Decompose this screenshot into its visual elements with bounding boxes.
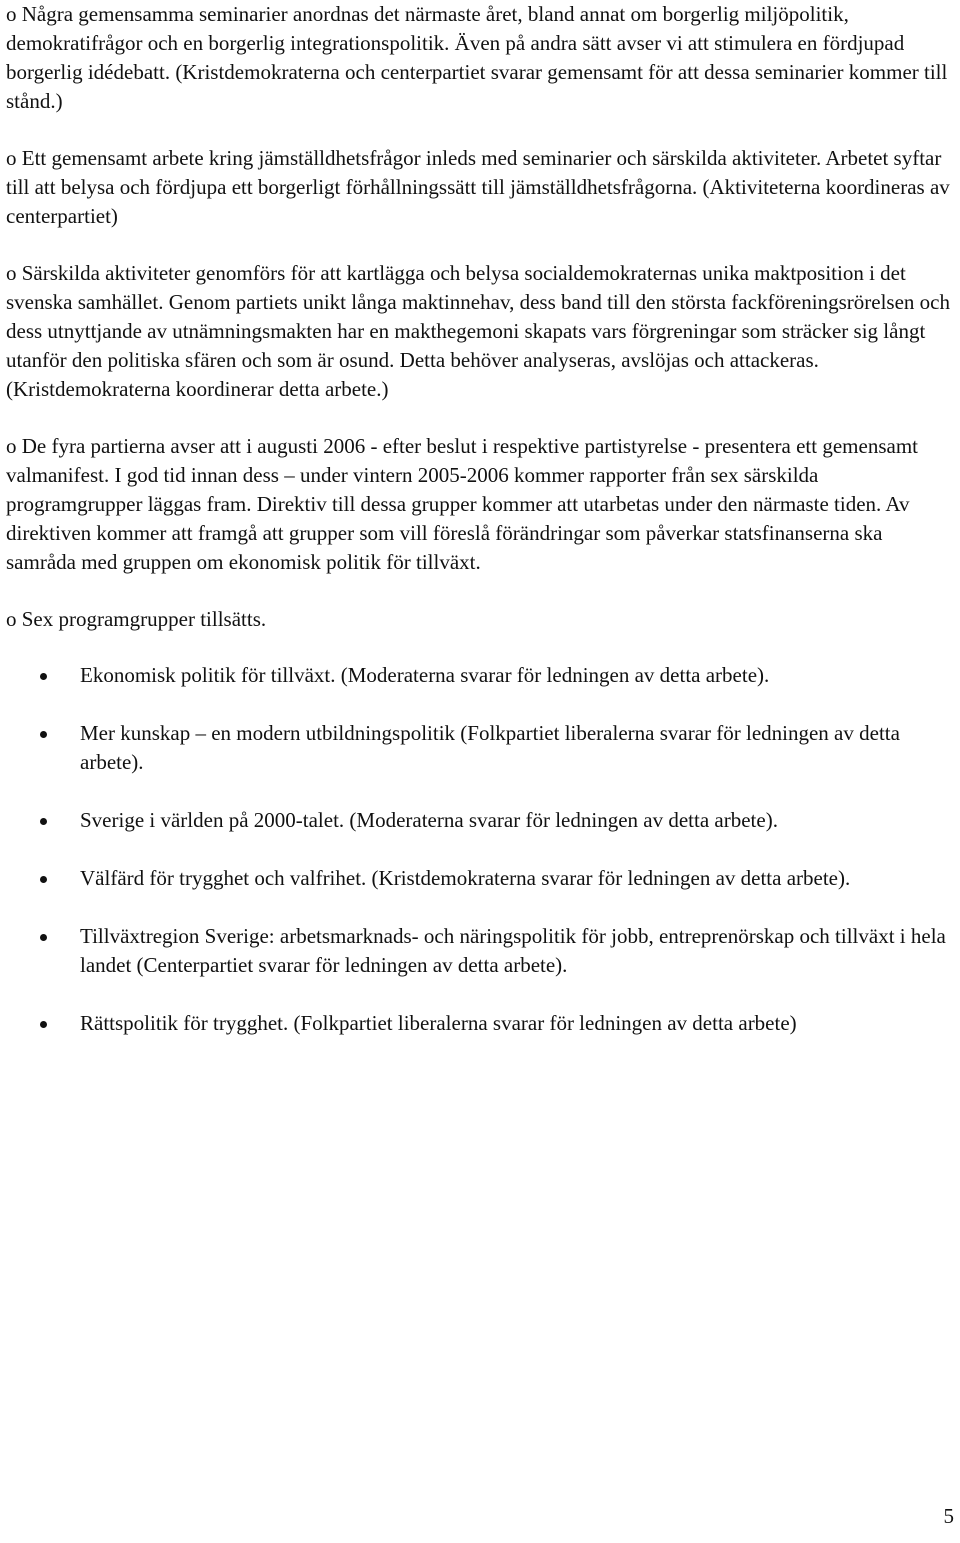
- page-number: 5: [943, 1504, 954, 1528]
- list-item: [6, 661, 950, 690]
- list-item: [6, 806, 950, 835]
- list-item-text: Rättspolitik för trygghet. (Folkpartiet liberalerna svarar för ledningen av detta arbete): [80, 1011, 797, 1035]
- list-item-text: Tillväxtregion Sverige: arbetsmarknads- och näringspolitik för jobb, entreprenörskap och tillväxt i hela landet (Centerpartiet svarar för ledningen av detta arbete).: [80, 924, 946, 977]
- paragraph-election-manifesto: o De fyra partierna avser att i augusti 2006 - efter beslut i respektive partistyrelse - presentera ett gemensamt valmanifest. I god tid innan dess – under vintern 2005-2006 kommer rapporter från sex särskilda programgrupper läggas fram. Direktiv till dessa grupper kommer att utarbetas under den närmaste tiden. Av direktiven kommer att framgå att grupper som vill föreslå förändringar som påverkar statsfinanserna ska samråda med gruppen om ekonomisk politik för tillväxt.: [6, 434, 918, 574]
- list-item-text: Sverige i världen på 2000-talet. (Moderaterna svarar för ledningen av detta arbete).: [80, 808, 778, 832]
- document-page: [6, 0, 950, 1067]
- bullet-icon: [40, 1021, 47, 1028]
- list-item-text: Ekonomisk politik för tillväxt. (Moderaterna svarar för ledningen av detta arbete).: [80, 663, 770, 687]
- paragraph-gender-equality: o Ett gemensamt arbete kring jämställdhetsfrågor inleds med seminarier och särskilda aktiviteter. Arbetet syftar till att belysa och fördjupa ett borgerligt förhållningssätt till jämställdhetsfrågorna. (Aktiviteterna koordineras av centerpartiet): [6, 146, 950, 228]
- list-item: [6, 1009, 950, 1038]
- list-item-text: Välfärd för trygghet och valfrihet. (Kristdemokraterna svarar för ledningen av detta arbete).: [80, 866, 851, 890]
- paragraph-program-groups: o Sex programgrupper tillsätts.: [6, 607, 267, 631]
- program-group-list: [6, 661, 950, 1038]
- bullet-icon: [40, 673, 47, 680]
- paragraph-seminars: o Några gemensamma seminarier anordnas det närmaste året, bland annat om borgerlig miljöpolitik, demokratifrågor och en borgerlig integrationspolitik. Även på andra sätt avser vi att stimulera en fördjupad borgerlig idédebatt. (Kristdemokraterna och centerpartiet svarar gemensamt för att dessa seminarier kommer till stånd.): [6, 2, 948, 113]
- bullet-icon: [40, 818, 47, 825]
- list-item: [6, 719, 950, 777]
- bullet-icon: [40, 934, 47, 941]
- list-item: [6, 864, 950, 893]
- bullet-icon: [40, 731, 47, 738]
- bullet-icon: [40, 876, 47, 883]
- list-item: [6, 922, 950, 980]
- list-item-text: Mer kunskap – en modern utbildningspolitik (Folkpartiet liberalerna svarar för ledningen av detta arbete).: [80, 721, 900, 774]
- paragraph-power-position: o Särskilda aktiviteter genomförs för att kartlägga och belysa socialdemokraternas unika maktposition i det svenska samhället. Genom partiets unikt långa maktinnehav, dess band till den största fackföreningsrörelsen och dess utnyttjande av utnämningsmakten har en makthegemoni skapats vars förgreningar som sträcker sig långt utanför den politiska sfären och som är osund. Detta behöver analyseras, avslöjas och attackeras. (Kristdemokraterna koordinerar detta arbete.): [6, 261, 950, 401]
